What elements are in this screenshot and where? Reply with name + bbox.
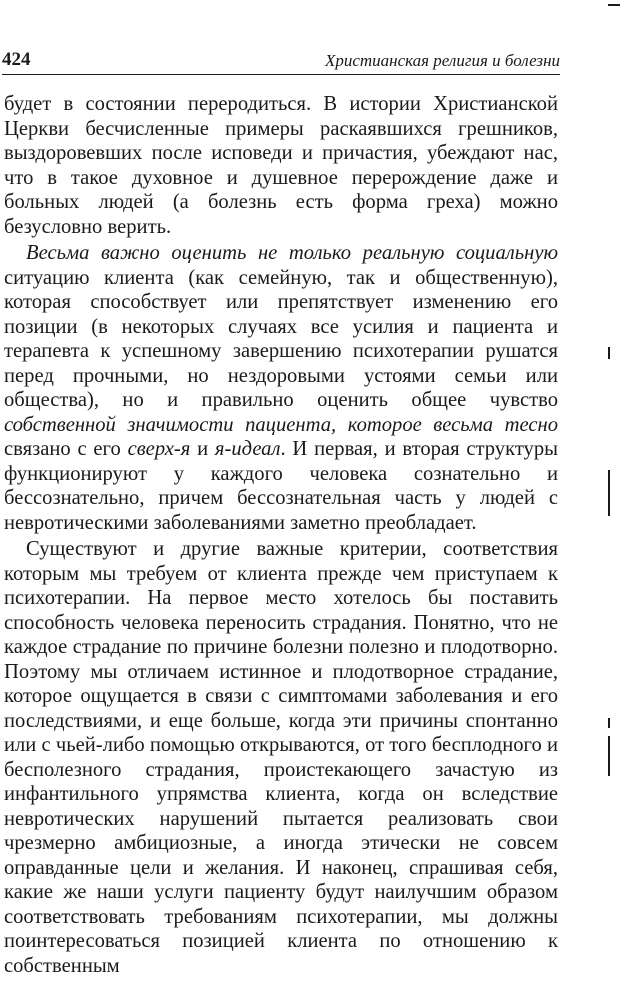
text-run: . И первая, и вторая структуры функционируют у каждого человека сознательно и бессознательно, причем бессознательная часть у людей с невротическими заболеваниями заметно преобладает. (4, 438, 558, 534)
text-run: и (190, 438, 215, 460)
text-run-italic: Весьма важно оценить не только реальную социальную (26, 242, 558, 264)
margin-mark (608, 736, 610, 776)
scan-corner-mark (608, 4, 620, 10)
page-header (2, 48, 560, 75)
paragraph-1 (4, 92, 558, 239)
text-run: ситуацию клиента (как семейную, так и общественную), которая способствует или препятствует изменению его позиции (в некоторых случаях все усилия и пациента и терапевта к успешному завершению психотерапии рушатся перед прочными, но нездоровыми устоями семьи или общества), но и правильно оценить общее чувство (4, 266, 558, 411)
text-run: связано с его (4, 438, 128, 460)
margin-mark (608, 347, 610, 359)
text-run-italic: сверх-я (127, 438, 191, 460)
page-number: 424 (2, 49, 31, 70)
text-run-italic: я-идеал (214, 438, 281, 460)
paragraph-2 (4, 241, 558, 535)
margin-mark (608, 470, 610, 516)
text-run: Существуют и другие важные критерии, соответствия которым мы требуем от клиента прежде чем приступаем к психотерапии. На первое место хотелось бы поставить способность человека переносить страдания. Понятно, что не каждое страдание по причине болезни полезно и плодотворно. Поэтому мы отличаем истинное и плодотворное страдание, которое ощущается в связи с симптомами заболевания и его последствиями, и еще больше, когда эти причины спонтанно или с чьей-либо помощью открываются, от того бесплодного и бесполезного страдания, проистекающего зачастую из инфантильного упрямства клиента, когда он вследствие невротических нарушений пытается реализовать свои чрезмерно амбициозные, а иногда этически не совсем оправданные цели и желания. И наконец, спрашивая себя, какие же наши услуги пациенту будут наилучшим образом соответствовать требованиям психотерапии, мы должны поинтересоваться позицией клиента по отношению к собственным (4, 538, 558, 977)
body-text (4, 92, 558, 978)
running-title: Христианская религия и болезни (324, 51, 560, 70)
text-run: будет в состоянии переродиться. В истории Христианской Церкви бесчисленные примеры раскаявшихся грешников, выздоровевших после исповеди и причастия, убеждают нас, что в такое духовное и душевное перерождение даже и больных людей (а болезнь есть форма греха) можно безусловно верить. (4, 93, 558, 238)
text-run-italic: собственной значимости пациента, которое весьма тесно (4, 413, 558, 436)
paragraph-3 (4, 537, 558, 978)
margin-mark (608, 718, 610, 728)
